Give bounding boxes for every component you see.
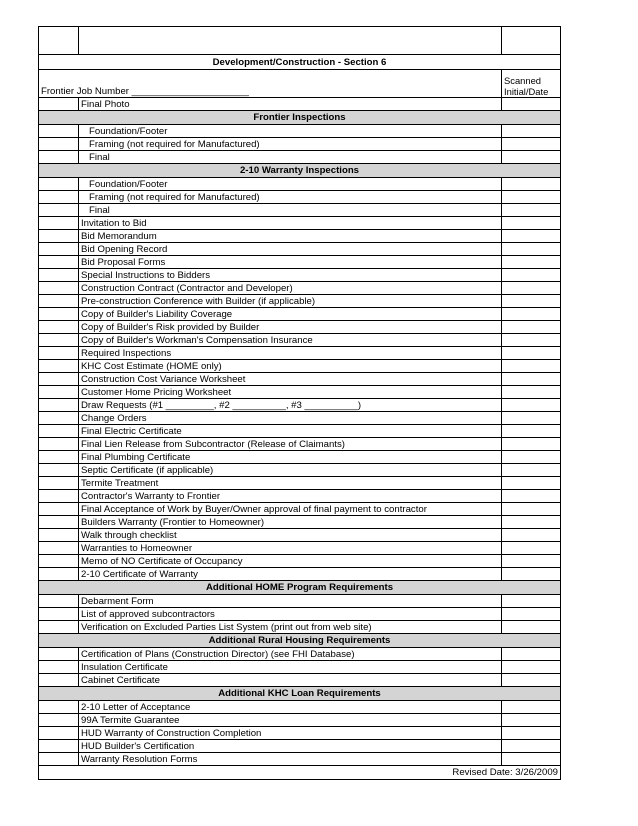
checklist-item-label: HUD Warranty of Construction Completion <box>79 727 502 740</box>
footer-row <box>39 766 561 780</box>
check-cell[interactable] <box>39 412 79 425</box>
checklist-item-label: Final <box>79 204 502 217</box>
initial-date-cell[interactable] <box>502 386 561 399</box>
check-cell[interactable] <box>39 529 79 542</box>
section-header-row <box>39 634 561 648</box>
check-cell[interactable] <box>39 661 79 674</box>
checklist-row <box>39 178 561 191</box>
check-cell[interactable] <box>39 451 79 464</box>
checklist-item-label: Construction Cost Variance Worksheet <box>79 373 502 386</box>
checklist-item-label: Contractor's Warranty to Frontier <box>79 490 502 503</box>
checklist-row <box>39 412 561 425</box>
checklist-item-label: Cabinet Certificate <box>79 674 502 687</box>
checklist-row <box>39 347 561 360</box>
checklist-item-label: Customer Home Pricing Worksheet <box>79 386 502 399</box>
checklist-item-label: Foundation/Footer <box>79 178 502 191</box>
section-header: Additional Rural Housing Requirements <box>39 634 561 648</box>
checklist-row <box>39 595 561 608</box>
checklist-item-label: Final <box>79 151 502 164</box>
checklist-item-label: Certification of Plans (Construction Director) (see FHI Database) <box>79 648 502 661</box>
check-cell[interactable] <box>39 701 79 714</box>
checklist-item-label: List of approved subcontractors <box>79 608 502 621</box>
checklist-item-label: Debarment Form <box>79 595 502 608</box>
checklist-item-label: Bid Proposal Forms <box>79 256 502 269</box>
initial-date-cell[interactable] <box>502 595 561 608</box>
checklist-row <box>39 608 561 621</box>
check-cell[interactable] <box>39 321 79 334</box>
initial-date-cell[interactable] <box>502 542 561 555</box>
checklist-row <box>39 360 561 373</box>
initial-date-cell[interactable] <box>502 701 561 714</box>
initial-date-cell[interactable] <box>502 727 561 740</box>
checklist-row <box>39 204 561 217</box>
initial-date-cell[interactable] <box>502 568 561 581</box>
check-cell[interactable] <box>39 269 79 282</box>
initial-date-cell[interactable] <box>502 178 561 191</box>
initial-date-cell[interactable] <box>502 425 561 438</box>
check-cell[interactable] <box>39 648 79 661</box>
check-cell[interactable] <box>39 674 79 687</box>
section-header: Frontier Inspections <box>39 111 561 125</box>
initial-date-cell[interactable] <box>502 125 561 138</box>
checklist-row <box>39 555 561 568</box>
initial-date-cell[interactable] <box>502 230 561 243</box>
revised-date: Revised Date: 3/26/2009 <box>39 766 561 780</box>
initial-date-cell[interactable] <box>502 621 561 634</box>
section-header-row <box>39 111 561 125</box>
checklist-item-label: Pre-construction Conference with Builder (if applicable) <box>79 295 502 308</box>
checklist-row <box>39 138 561 151</box>
checklist-row <box>39 516 561 529</box>
checklist-item-label: Framing (not required for Manufactured) <box>79 138 502 151</box>
checklist-row <box>39 477 561 490</box>
checklist-item-label: Final Plumbing Certificate <box>79 451 502 464</box>
check-cell[interactable] <box>39 295 79 308</box>
check-cell[interactable] <box>39 282 79 295</box>
section-header-row <box>39 164 561 178</box>
checklist-table <box>38 26 561 780</box>
checklist-row <box>39 674 561 687</box>
check-cell[interactable] <box>39 568 79 581</box>
checklist-item-label: 2-10 Certificate of Warranty <box>79 568 502 581</box>
check-cell[interactable] <box>39 138 79 151</box>
checklist-row <box>39 727 561 740</box>
checklist-row <box>39 568 561 581</box>
check-cell[interactable] <box>39 438 79 451</box>
initial-date-cell[interactable] <box>502 373 561 386</box>
check-cell[interactable] <box>39 727 79 740</box>
job-number-row <box>39 70 561 98</box>
checklist-item-label: Insulation Certificate <box>79 661 502 674</box>
checklist-item-label: Warranties to Homeowner <box>79 542 502 555</box>
checklist-item-label: Warranty Resolution Forms <box>79 753 502 766</box>
initial-date-cell[interactable] <box>502 399 561 412</box>
check-cell[interactable] <box>39 425 79 438</box>
checklist-row <box>39 256 561 269</box>
initial-date-cell[interactable] <box>502 295 561 308</box>
checklist-item-label: Termite Treatment <box>79 477 502 490</box>
blank-cell[interactable] <box>502 27 561 55</box>
check-cell[interactable] <box>39 191 79 204</box>
checklist-row <box>39 230 561 243</box>
checklist-row <box>39 295 561 308</box>
initial-date-cell[interactable] <box>502 151 561 164</box>
initial-date-cell[interactable] <box>502 321 561 334</box>
initial-date-cell[interactable] <box>502 661 561 674</box>
initial-date-cell[interactable] <box>502 243 561 256</box>
checklist-row <box>39 191 561 204</box>
checklist-row <box>39 701 561 714</box>
blank-cell[interactable] <box>39 27 79 55</box>
checklist-item-label: HUD Builder's Certification <box>79 740 502 753</box>
checklist-row <box>39 714 561 727</box>
initial-date-cell[interactable] <box>502 256 561 269</box>
check-cell[interactable] <box>39 714 79 727</box>
scanned-initial-date-header <box>502 70 561 98</box>
check-cell[interactable] <box>39 230 79 243</box>
checklist-row <box>39 503 561 516</box>
checklist-item-label: Memo of NO Certificate of Occupancy <box>79 555 502 568</box>
checklist-item-label: Walk through checklist <box>79 529 502 542</box>
initial-date-cell[interactable] <box>502 138 561 151</box>
initial-date-cell[interactable] <box>502 740 561 753</box>
section-header-row <box>39 687 561 701</box>
checklist-item-label: Builders Warranty (Frontier to Homeowner) <box>79 516 502 529</box>
check-cell[interactable] <box>39 464 79 477</box>
checklist-body <box>39 27 561 780</box>
check-cell[interactable] <box>39 753 79 766</box>
checklist-item-label: Special Instructions to Bidders <box>79 269 502 282</box>
initial-date-cell[interactable] <box>502 347 561 360</box>
checklist-item-label: 99A Termite Guarantee <box>79 714 502 727</box>
check-cell[interactable] <box>39 204 79 217</box>
initial-date-cell[interactable] <box>502 490 561 503</box>
checklist-row <box>39 621 561 634</box>
initial-date-cell[interactable] <box>502 217 561 230</box>
checklist-row <box>39 269 561 282</box>
checklist-row <box>39 334 561 347</box>
check-cell[interactable] <box>39 399 79 412</box>
checklist-row <box>39 490 561 503</box>
checklist-item-label: Septic Certificate (if applicable) <box>79 464 502 477</box>
initial-date-cell[interactable] <box>502 674 561 687</box>
initial-date-cell[interactable] <box>502 753 561 766</box>
blank-cell[interactable] <box>79 27 502 55</box>
check-cell[interactable] <box>39 178 79 191</box>
checklist-item-label: Change Orders <box>79 412 502 425</box>
initial-date-cell[interactable] <box>502 608 561 621</box>
checklist-row <box>39 451 561 464</box>
form-title: Development/Construction - Section 6 <box>39 55 561 70</box>
checklist-item-label: Verification on Excluded Parties List System (print out from web site) <box>79 621 502 634</box>
check-cell[interactable] <box>39 308 79 321</box>
checklist-item-label: Foundation/Footer <box>79 125 502 138</box>
checklist-row <box>39 648 561 661</box>
checklist-item-label: KHC Cost Estimate (HOME only) <box>79 360 502 373</box>
checklist-row <box>39 542 561 555</box>
checklist-row <box>39 125 561 138</box>
checklist-row <box>39 740 561 753</box>
check-cell[interactable] <box>39 490 79 503</box>
initial-date-cell[interactable] <box>502 555 561 568</box>
checklist-item-label: Draw Requests (#1 _________, #2 __________, #3 __________) <box>79 399 502 412</box>
initial-date-cell[interactable] <box>502 529 561 542</box>
initial-date-cell[interactable] <box>502 516 561 529</box>
check-cell[interactable] <box>39 243 79 256</box>
checklist-item-label: Final Acceptance of Work by Buyer/Owner approval of final payment to contractor <box>79 503 502 516</box>
check-cell[interactable] <box>39 608 79 621</box>
check-cell[interactable] <box>39 151 79 164</box>
initial-date-cell[interactable] <box>502 451 561 464</box>
checklist-row <box>39 753 561 766</box>
checklist-row <box>39 386 561 399</box>
checklist-sheet <box>38 26 560 780</box>
check-cell[interactable] <box>39 347 79 360</box>
initial-date-cell[interactable] <box>502 464 561 477</box>
initial-date-cell[interactable] <box>502 269 561 282</box>
check-cell[interactable] <box>39 373 79 386</box>
checklist-item-label: Invitation to Bid <box>79 217 502 230</box>
check-cell[interactable] <box>39 217 79 230</box>
checklist-item-label: Final Lien Release from Subcontractor (Release of Claimants) <box>79 438 502 451</box>
initial-date-cell[interactable] <box>502 503 561 516</box>
checklist-row <box>39 243 561 256</box>
check-cell[interactable] <box>39 516 79 529</box>
initial-date-label: Initial/Date <box>504 86 549 97</box>
check-cell[interactable] <box>39 386 79 399</box>
check-cell[interactable] <box>39 621 79 634</box>
initial-date-cell[interactable] <box>502 334 561 347</box>
checklist-row <box>39 529 561 542</box>
check-cell[interactable] <box>39 542 79 555</box>
section-header: Additional HOME Program Requirements <box>39 581 561 595</box>
checklist-item-label: Bid Memorandum <box>79 230 502 243</box>
initial-date-cell[interactable] <box>502 282 561 295</box>
section-header: Additional KHC Loan Requirements <box>39 687 561 701</box>
initial-date-cell[interactable] <box>502 714 561 727</box>
check-cell[interactable] <box>39 256 79 269</box>
checklist-row <box>39 308 561 321</box>
checklist-item-label: Copy of Builder's Liability Coverage <box>79 308 502 321</box>
checklist-row <box>39 373 561 386</box>
checklist-row <box>39 661 561 674</box>
checklist-row <box>39 151 561 164</box>
check-cell[interactable] <box>39 555 79 568</box>
check-cell[interactable] <box>39 740 79 753</box>
check-cell[interactable] <box>39 334 79 347</box>
checklist-row <box>39 399 561 412</box>
initial-date-cell[interactable] <box>502 412 561 425</box>
check-cell[interactable] <box>39 477 79 490</box>
checklist-row <box>39 98 561 111</box>
initial-date-cell[interactable] <box>502 98 561 111</box>
check-cell[interactable] <box>39 125 79 138</box>
checklist-row <box>39 217 561 230</box>
checklist-row <box>39 438 561 451</box>
initial-date-cell[interactable] <box>502 204 561 217</box>
initial-date-cell[interactable] <box>502 308 561 321</box>
checklist-item-label: Copy of Builder's Workman's Compensation Insurance <box>79 334 502 347</box>
check-cell[interactable] <box>39 98 79 111</box>
checklist-row <box>39 425 561 438</box>
blank-top-row <box>39 27 561 55</box>
initial-date-cell[interactable] <box>502 191 561 204</box>
check-cell[interactable] <box>39 503 79 516</box>
initial-date-cell[interactable] <box>502 648 561 661</box>
section-header: 2-10 Warranty Inspections <box>39 164 561 178</box>
checklist-item-label: Bid Opening Record <box>79 243 502 256</box>
scanned-label: Scanned <box>504 75 542 86</box>
initial-date-cell[interactable] <box>502 477 561 490</box>
checklist-item-label: Copy of Builder's Risk provided by Builder <box>79 321 502 334</box>
initial-date-cell[interactable] <box>502 360 561 373</box>
checklist-item-label: Framing (not required for Manufactured) <box>79 191 502 204</box>
check-cell[interactable] <box>39 595 79 608</box>
checklist-item-label: Final Electric Certificate <box>79 425 502 438</box>
job-number-label[interactable]: Frontier Job Number ______________________ <box>39 70 502 98</box>
title-row <box>39 55 561 70</box>
checklist-item-label: Required Inspections <box>79 347 502 360</box>
checklist-row <box>39 282 561 295</box>
checklist-row <box>39 321 561 334</box>
initial-date-cell[interactable] <box>502 438 561 451</box>
checklist-item-label: Construction Contract (Contractor and Developer) <box>79 282 502 295</box>
checklist-item-label: 2-10 Letter of Acceptance <box>79 701 502 714</box>
checklist-row <box>39 464 561 477</box>
checklist-item-label: Final Photo <box>79 98 502 111</box>
section-header-row <box>39 581 561 595</box>
check-cell[interactable] <box>39 360 79 373</box>
